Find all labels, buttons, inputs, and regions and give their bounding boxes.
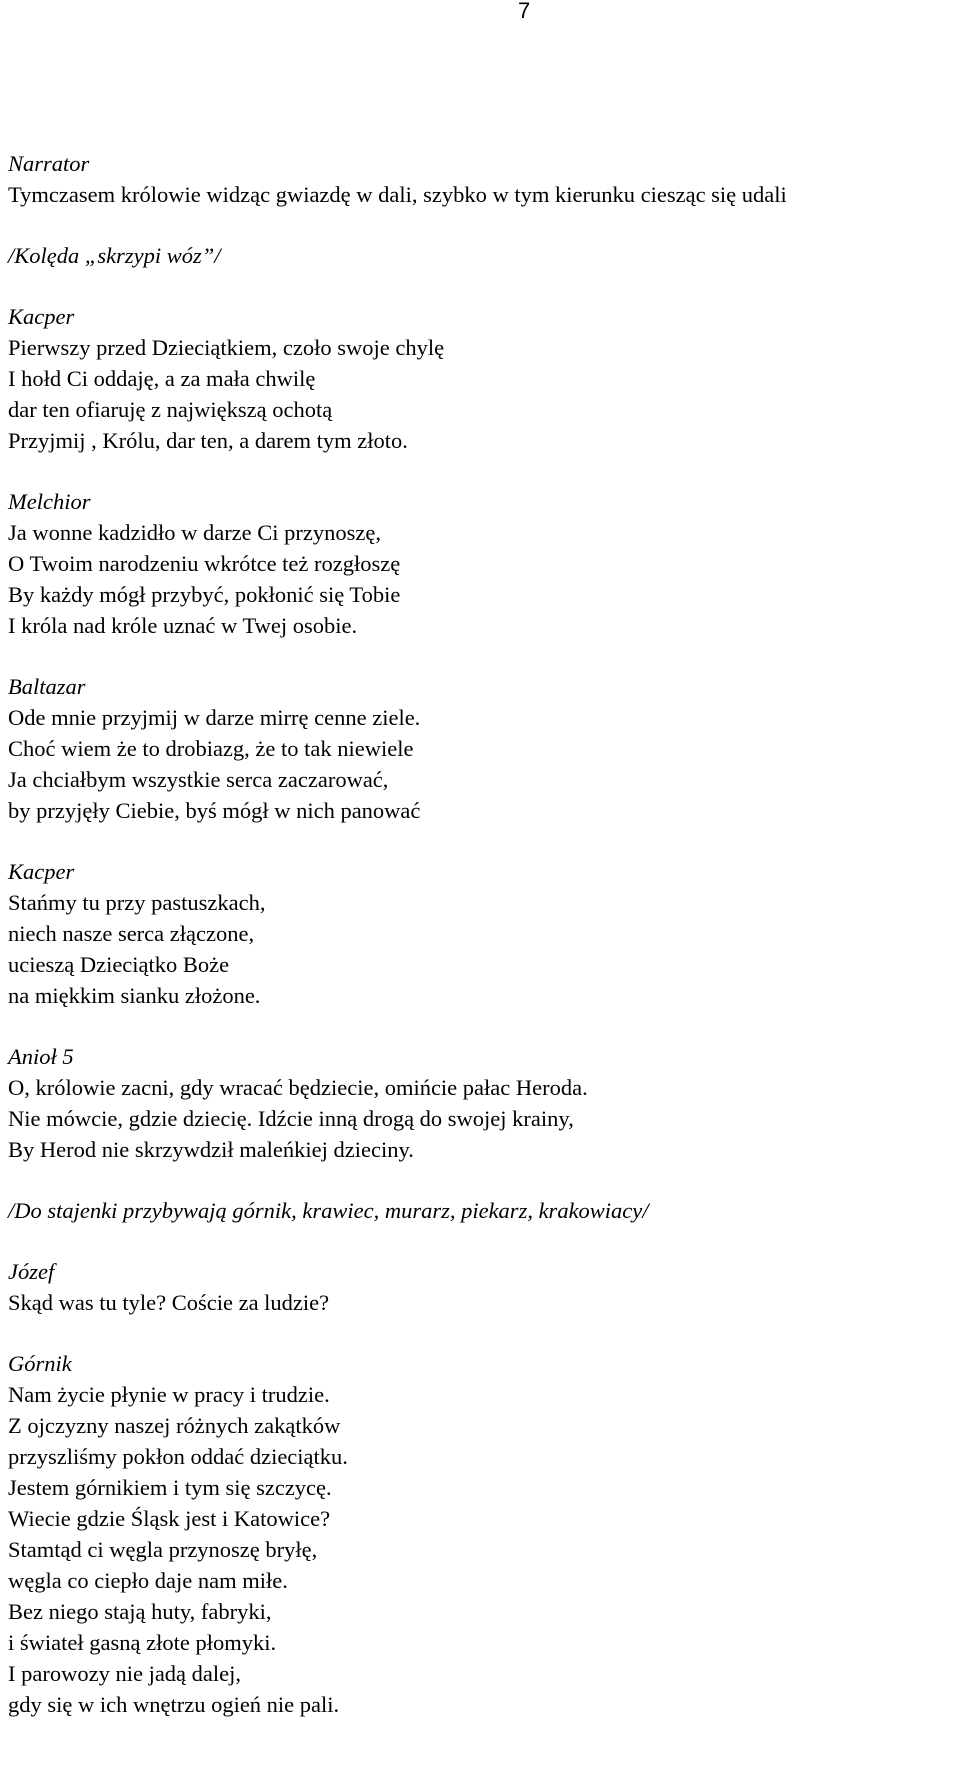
verse-line: Wiecie gdzie Śląsk jest i Katowice? — [8, 1506, 331, 1531]
verse-line: I króla nad króle uznać w Twej osobie. — [8, 613, 358, 638]
verse-line: węgla co ciepło daje nam miłe. — [8, 1568, 288, 1593]
speaker-name: Kacper — [8, 304, 75, 329]
verse-line: przyszliśmy pokłon oddać dzieciątku. — [8, 1444, 348, 1469]
verse-line: Stańmy tu przy pastuszkach, — [8, 890, 266, 915]
verse-line: O Twoim narodzeniu wkrótce też rozgłoszę — [8, 551, 401, 576]
verse-line: Tymczasem królowie widząc gwiazdę w dali, szybko w tym kierunku ciesząc się udali — [8, 182, 787, 207]
verse-line: Bez niego stają huty, fabryki, — [8, 1599, 272, 1624]
verse-line: Choć wiem że to drobiazg, że to tak niewiele — [8, 736, 414, 761]
verse-line: i świateł gasną złote płomyki. — [8, 1630, 277, 1655]
speaker-name: Józef — [8, 1259, 55, 1284]
verse-line: Przyjmij , Królu, dar ten, a darem tym złoto. — [8, 428, 408, 453]
verse-line: Ja chciałbym wszystkie serca zaczarować, — [8, 767, 389, 792]
verse-line: Pierwszy przed Dzieciątkiem, czoło swoje chylę — [8, 335, 445, 360]
speaker-name: Melchior — [8, 489, 91, 514]
speaker-name: Anioł 5 — [8, 1044, 74, 1069]
speech-block — [8, 1256, 948, 1318]
stage-direction — [8, 240, 948, 271]
verse-line: Ode mnie przyjmij w darze mirrę cenne ziele. — [8, 705, 421, 730]
speech-block — [8, 856, 948, 1011]
verse-line: by przyjęły Ciebie, byś mógł w nich panować — [8, 798, 421, 823]
stage-direction — [8, 1195, 948, 1226]
verse-line: I hołd Ci oddaję, a za mała chwilę — [8, 366, 316, 391]
speech-block — [8, 148, 948, 210]
stage-direction-text: /Do stajenki przybywają górnik, krawiec, murarz, piekarz, krakowiacy/ — [8, 1198, 649, 1223]
verse-line: O, królowie zacni, gdy wracać będziecie, omińcie pałac Heroda. — [8, 1075, 588, 1100]
verse-line: Z ojczyzny naszej różnych zakątków — [8, 1413, 341, 1438]
verse-line: niech nasze serca złączone, — [8, 921, 255, 946]
verse-line: dar ten ofiaruję z największą ochotą — [8, 397, 333, 422]
speaker-name: Kacper — [8, 859, 75, 884]
verse-line: Skąd was tu tyle? Coście za ludzie? — [8, 1290, 330, 1315]
verse-line: Stamtąd ci węgla przynoszę bryłę, — [8, 1537, 318, 1562]
verse-line: Ja wonne kadzidło w darze Ci przynoszę, — [8, 520, 381, 545]
speech-block — [8, 486, 948, 641]
verse-line: By każdy mógł przybyć, pokłonić się Tobie — [8, 582, 401, 607]
speech-block — [8, 1348, 948, 1720]
page-number: 7 — [518, 0, 531, 23]
verse-line: na miękkim sianku złożone. — [8, 983, 261, 1008]
speech-block — [8, 671, 948, 826]
verse-line: gdy się w ich wnętrzu ogień nie pali. — [8, 1692, 340, 1717]
speech-block — [8, 301, 948, 456]
verse-line: Nie mówcie, gdzie dziecię. Idźcie inną drogą do swojej krainy, — [8, 1106, 574, 1131]
verse-line: Nam życie płynie w pracy i trudzie. — [8, 1382, 330, 1407]
speaker-name: Narrator — [8, 151, 90, 176]
verse-line: ucieszą Dzieciątko Boże — [8, 952, 230, 977]
speaker-name: Baltazar — [8, 674, 86, 699]
speaker-name: Górnik — [8, 1351, 72, 1376]
verse-line: Jestem górnikiem i tym się szczycę. — [8, 1475, 332, 1500]
verse-line: By Herod nie skrzywdził maleńkiej dzieciny. — [8, 1137, 414, 1162]
verse-line: I parowozy nie jadą dalej, — [8, 1661, 242, 1686]
speech-block — [8, 1041, 948, 1165]
stage-direction-text: /Kolęda „skrzypi wóz”/ — [8, 243, 221, 268]
document-body — [8, 148, 948, 1750]
